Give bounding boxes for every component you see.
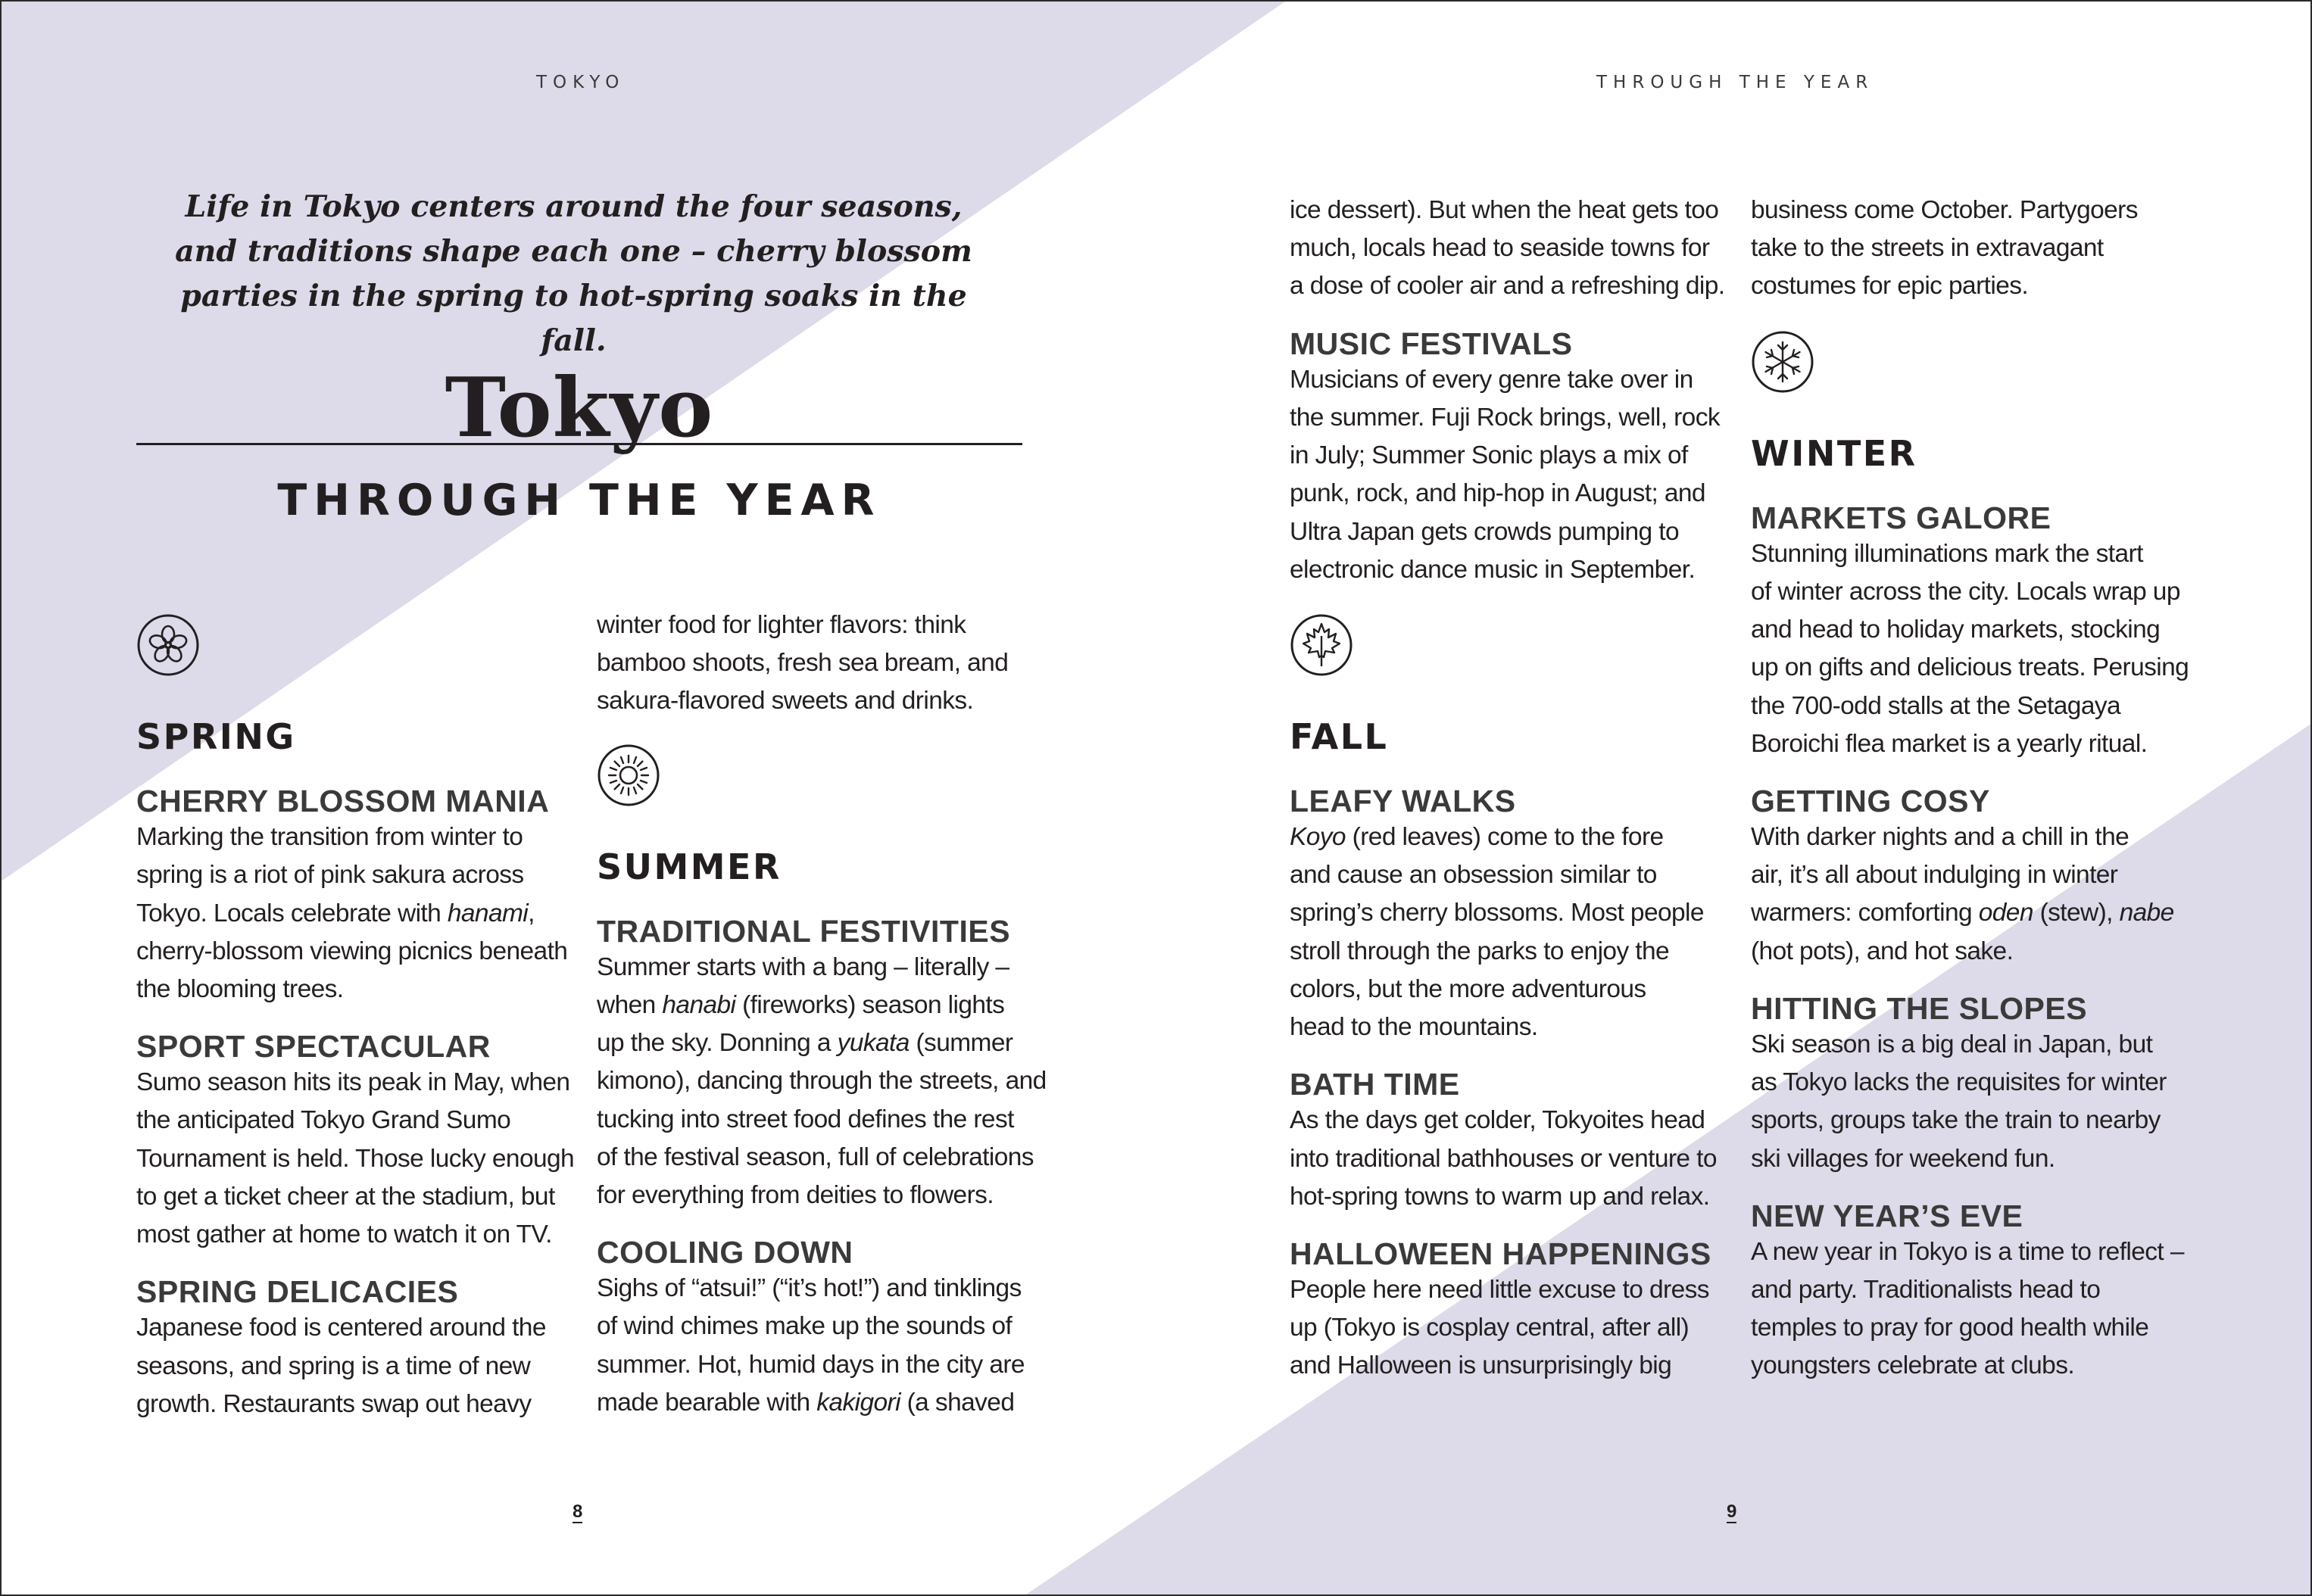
body-line: costumes for epic parties. (1751, 272, 2029, 301)
body-line: of wind chimes make up the sounds of (597, 1312, 1012, 1341)
subheading-bath-time: BATH TIME (1290, 1067, 1460, 1102)
subheading-markets-galore: MARKETS GALORE (1751, 500, 2051, 535)
subheading-halloween: HALLOWEEN HAPPENINGS (1290, 1236, 1711, 1271)
season-heading-winter: WINTER (1751, 432, 1917, 474)
body-line (1290, 818, 1729, 856)
italic-term: hanabi (662, 990, 736, 1019)
body-line: and party. Traditionalists head to (1751, 1276, 2101, 1305)
body-line (136, 895, 576, 933)
body-line: head to the mountains. (1290, 1013, 1538, 1042)
column-summer (597, 606, 1047, 1422)
body-line (597, 1384, 1036, 1422)
text-run: (fireworks) season lights (735, 990, 1005, 1019)
body-line: the 700-odd stalls at the Setagaya (1751, 691, 2121, 720)
body-line: the summer. Fuji Rock brings, well, rock (1290, 403, 1721, 432)
body-line: Ski season is a big deal in Japan, but (1751, 1030, 2153, 1058)
subheading-cooling-down: COOLING DOWN (597, 1235, 853, 1270)
body-line: electronic dance music in September. (1290, 555, 1696, 584)
body-line: sakura-flavored sweets and drinks. (597, 687, 974, 715)
body-line: up (Tokyo is cosplay central, after all) (1290, 1314, 1690, 1342)
body-line: Sighs of “atsui!” (“it’s hot!”) and tinklings (597, 1274, 1022, 1303)
body-line: seasons, and spring is a time of new (136, 1351, 531, 1380)
title-main (136, 360, 1022, 456)
body-line: sports, groups take the train to nearby (1751, 1106, 2161, 1135)
body-line: bamboo shoots, fresh sea bream, and (597, 649, 1009, 678)
subheading-sport: SPORT SPECTACULAR (136, 1029, 491, 1065)
column-winter (1751, 192, 2190, 1386)
title-sub: THROUGH THE YEAR (277, 475, 881, 525)
season-heading-summer: SUMMER (597, 846, 782, 887)
body-line: stroll through the parks to enjoy the (1290, 937, 1670, 965)
body-line: punk, rock, and hip-hop in August; and (1290, 479, 1705, 508)
body-line: cherry-blossom viewing picnics beneath (136, 937, 568, 965)
body-line: into traditional bathhouses or venture to (1290, 1144, 1717, 1173)
body-line: A new year in Tokyo is a time to reflect – (1751, 1237, 2184, 1266)
italic-term: nabe (2119, 899, 2174, 927)
body-line: summer. Hot, humid days in the city are (597, 1350, 1025, 1379)
body-line: growth. Restaurants swap out heavy (136, 1389, 532, 1418)
body-line: take to the streets in extravagant (1751, 234, 2104, 263)
body-line: colors, but the more adventurous (1290, 974, 1646, 1003)
body-line: of the festival season, full of celebrations (597, 1142, 1034, 1171)
body-line (1751, 894, 2190, 932)
subheading-getting-cosy: GETTING COSY (1751, 783, 1990, 818)
running-head-right: THROUGH THE YEAR (1596, 73, 1874, 92)
body-line: ski villages for weekend fun. (1751, 1144, 2055, 1173)
body-line: and Halloween is unsurprisingly big (1290, 1351, 1672, 1380)
italic-term: oden (1978, 899, 2033, 927)
season-heading-spring: SPRING (136, 716, 296, 757)
body-line (597, 1024, 1036, 1062)
column-fall (1290, 192, 1729, 1386)
body-line: Ultra Japan gets crowds pumping to (1290, 517, 1680, 546)
body-line: kimono), dancing through the streets, and (597, 1067, 1047, 1096)
page-number-left: 8 (573, 1501, 583, 1522)
body-line: air, it’s all about indulging in winter (1751, 861, 2118, 890)
body-line: People here need little excuse to dress (1290, 1276, 1709, 1305)
body-line: Stunning illuminations mark the start (1751, 539, 2143, 568)
body-line: Musicians of every genre take over in (1290, 365, 1693, 394)
subheading-leafy-walks: LEAFY WALKS (1290, 783, 1516, 818)
body-line: up on gifts and delicious treats. Perusing (1751, 653, 2189, 682)
body-line: as Tokyo lacks the requisites for winter (1751, 1068, 2167, 1097)
subheading-hitting-the-slopes: HITTING THE SLOPES (1751, 990, 2088, 1026)
body-line: for everything from deities to flowers. (597, 1180, 994, 1209)
body-line: As the days get colder, Tokyoites head (1290, 1106, 1705, 1135)
italic-term: Koyo (1290, 823, 1346, 852)
body-line (597, 987, 1036, 1024)
flower-blossom-icon (136, 613, 200, 677)
body-line: (hot pots), and hot sake. (1751, 937, 2014, 965)
body-line: hot-spring towns to warm up and relax. (1290, 1182, 1710, 1211)
text-run: , (528, 899, 535, 927)
body-line: most gather at home to watch it on TV. (136, 1220, 552, 1249)
body-line: and cause an obsession similar to (1290, 861, 1657, 890)
body-line: youngsters celebrate at clubs. (1751, 1351, 2075, 1380)
subheading-traditional-festivities: TRADITIONAL FESTIVITIES (597, 913, 1011, 949)
body-line: With darker nights and a chill in the (1751, 823, 2129, 852)
body-line: Sumo season hits its peak in May, when (136, 1068, 570, 1097)
subheading-cherry-blossom: CHERRY BLOSSOM MANIA (136, 784, 550, 818)
sun-icon (597, 743, 660, 807)
body-line: the anticipated Tokyo Grand Sumo (136, 1106, 511, 1135)
italic-term: yukata (837, 1029, 910, 1058)
body-line: business come October. Partygoers (1751, 196, 2138, 224)
intro-text: Life in Tokyo centers around the four seasons, and traditions shape each one – cherry blossom parties in the spring to hot-spring soaks in the fall. (175, 189, 972, 358)
text-run: when (597, 990, 663, 1019)
body-line: a dose of cooler air and a refreshing dip. (1290, 272, 1725, 301)
body-line: and head to holiday markets, stocking (1751, 616, 2161, 644)
body-line: spring’s cherry blossoms. Most people (1290, 899, 1704, 927)
body-line: in July; Summer Sonic plays a mix of (1290, 441, 1688, 470)
text-run: made bearable with (597, 1388, 817, 1417)
title-main-text: Tokyo (445, 360, 714, 456)
maple-leaf-icon (1290, 613, 1353, 677)
italic-term: hanami (447, 899, 529, 927)
body-line: Summer starts with a bang – literally – (597, 952, 1009, 981)
text-run: Tokyo. Locals celebrate with (136, 899, 448, 927)
text-run: (red leaves) come to the fore (1345, 823, 1664, 852)
italic-term: kakigori (816, 1388, 900, 1417)
subheading-music-festivals: MUSIC FESTIVALS (1290, 326, 1573, 361)
text-run: (summer (909, 1029, 1013, 1058)
body-line: Tournament is held. Those lucky enough (136, 1144, 575, 1173)
body-line: of winter across the city. Locals wrap up (1751, 577, 2180, 606)
body-line: winter food for lighter flavors: think (597, 611, 966, 639)
body-line: Boroichi flea market is a yearly ritual. (1751, 729, 2148, 758)
body-line: ice dessert). But when the heat gets too (1290, 196, 1719, 224)
text-run: (a shaved (900, 1388, 1015, 1417)
subheading-new-years-eve: NEW YEAR’S EVE (1751, 1198, 2023, 1233)
body-line: Japanese food is centered around the (136, 1314, 546, 1342)
running-head-left: TOKYO (536, 73, 626, 92)
body-line: Marking the transition from winter to (136, 823, 523, 852)
body-line: the blooming trees. (136, 974, 344, 1003)
text-run: warmers: comforting (1751, 899, 1979, 927)
body-line: temples to pray for good health while (1751, 1314, 2149, 1342)
subheading-spring-delicacies: SPRING DELICACIES (136, 1274, 459, 1310)
body-line: spring is a riot of pink sakura across (136, 861, 524, 890)
text-run: (stew), (2033, 899, 2120, 927)
page-number-right: 9 (1727, 1501, 1737, 1522)
snowflake-icon (1751, 330, 1814, 394)
body-line: tucking into street food defines the rest (597, 1105, 1014, 1133)
body-line: to get a ticket cheer at the stadium, but (136, 1182, 555, 1211)
body-line: much, locals head to seaside towns for (1290, 234, 1710, 263)
column-spring (136, 613, 576, 1423)
text-run: up the sky. Donning a (597, 1029, 838, 1058)
season-heading-fall: FALL (1290, 715, 1389, 757)
